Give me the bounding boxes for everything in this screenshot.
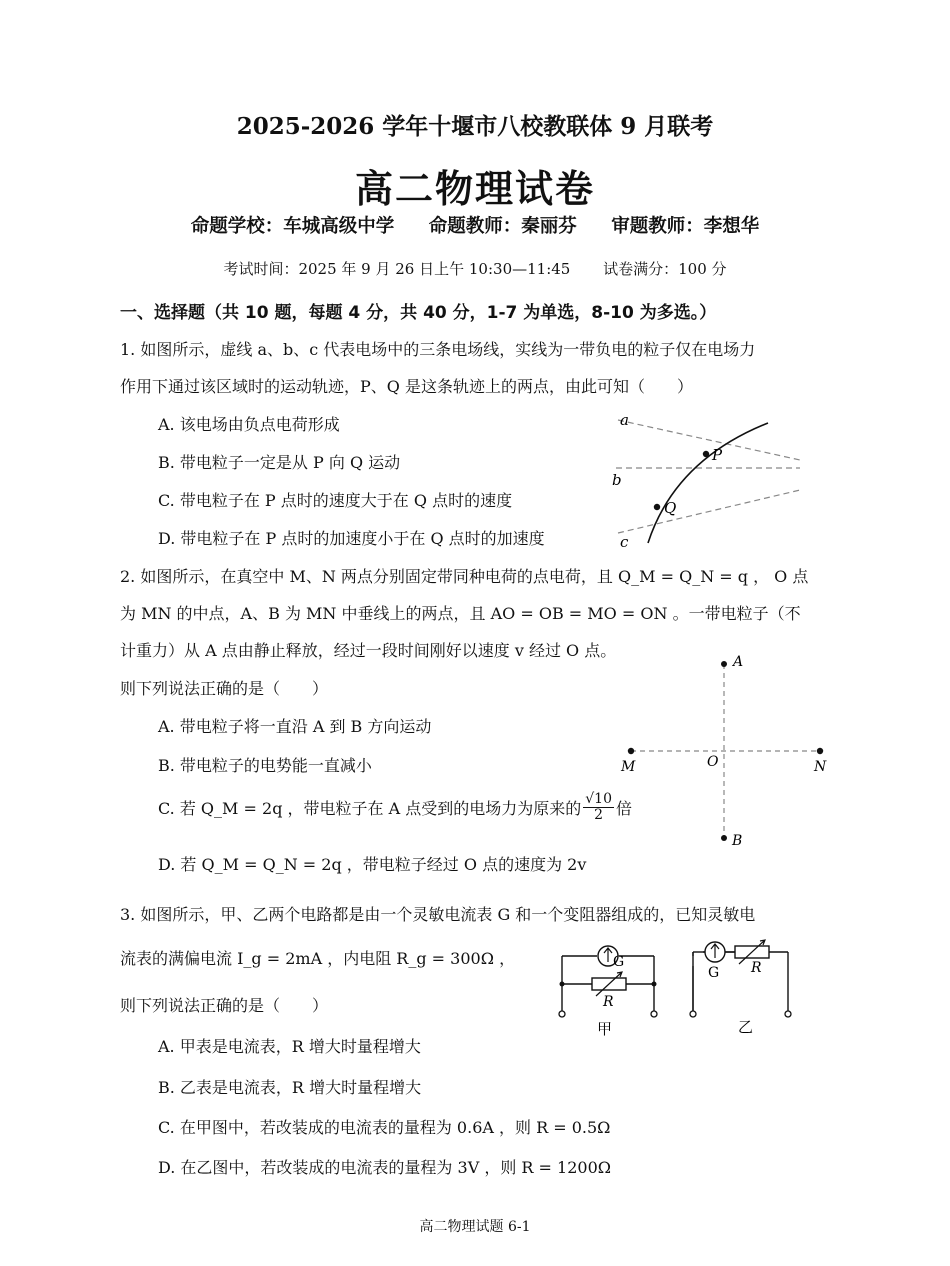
q3-line2: 流表的满偏电流 I_g = 2mA ，内电阻 R_g = 300Ω ，	[120, 949, 516, 968]
point-p-dot	[703, 451, 709, 457]
q3-line3: 则下列说法正确的是（ ）	[120, 996, 329, 1015]
q3-option-a: A. 甲表是电流表，R 增大时量程增大	[158, 1037, 421, 1056]
label-b: B	[732, 833, 743, 849]
terminal-icon	[559, 1011, 565, 1017]
exam-info	[0, 258, 950, 279]
q2-option-d: D. 若 Q_M = Q_N = 2q ，带电粒子经过 O 点的速度为 2v	[158, 855, 587, 874]
point-b-dot	[721, 835, 727, 841]
label-p: P	[712, 446, 723, 464]
label-a: a	[620, 411, 629, 429]
exam-title: 2025-2026 学年十堰市八校教联体 9 月联考	[236, 113, 714, 140]
circuit-yi	[690, 940, 791, 1036]
charge-n-dot	[817, 748, 823, 754]
q3-line1: 3. 如图所示，甲、乙两个电路都是由一个灵敏电流表 G 和一个变阻器组成的，已知灵敏电	[120, 905, 756, 924]
charge-m-dot	[628, 748, 634, 754]
q3-circuit-figure	[550, 932, 810, 1042]
point-q-dot	[654, 504, 660, 510]
label-r1: R	[603, 994, 614, 1010]
circuit-jia	[559, 946, 657, 1038]
label-yi: 乙	[738, 1018, 754, 1036]
label-q: Q	[664, 499, 677, 517]
q2-charges-figure	[610, 650, 840, 850]
label-m: M	[621, 759, 636, 775]
exam-score: 试卷满分：100 分	[603, 260, 727, 278]
field-line-c	[618, 490, 800, 533]
section-heading: 一、选择题（共 10 题，每题 4 分，共 40 分，1-7 为单选，8-10 为多选。）	[120, 303, 717, 323]
q1-option-a: A. 该电场由负点电荷形成	[158, 415, 340, 434]
q1-option-d: D. 带电粒子在 P 点时的加速度小于在 Q 点时的加速度	[158, 529, 545, 548]
q1-option-b: B. 带电粒子一定是从 P 向 Q 运动	[158, 453, 401, 472]
q2-line2: 为 MN 的中点，A、B 为 MN 中垂线上的两点，且 AO = OB = MO = ON 。一带电粒子（不	[120, 604, 801, 623]
subject-title: 高二物理试卷	[354, 166, 595, 211]
label-jia: 甲	[597, 1020, 613, 1038]
label-g1: G	[613, 954, 625, 970]
q1-option-c: C. 带电粒子在 P 点时的速度大于在 Q 点时的速度	[158, 491, 513, 510]
label-c: c	[620, 533, 629, 550]
q2-option-c-text: C. 若 Q_M = 2q ，带电粒子在 A 点受到的电场力为原来的	[158, 799, 582, 819]
label-o: O	[707, 754, 719, 770]
q2-line3: 计重力）从 A 点由静止释放，经过一段时间刚好以速度 v 经过 O 点。	[120, 641, 617, 660]
trajectory-curve	[648, 423, 768, 543]
label-b: b	[612, 471, 622, 489]
label-g2: G	[708, 965, 720, 981]
q2-line1: 2. 如图所示，在真空中 M、N 两点分别固定带同种电荷的点电荷，且 Q_M = Q_N = q ， O 点	[120, 567, 809, 586]
q2-option-b: B. 带电粒子的电势能一直减小	[158, 756, 372, 775]
terminal-icon	[690, 1011, 696, 1017]
label-r2: R	[751, 960, 762, 976]
author-line	[0, 212, 950, 238]
q3-option-c: C. 在甲图中，若改装成的电流表的量程为 0.6A ，则 R = 0.5Ω	[158, 1118, 611, 1137]
q2-option-a: A. 带电粒子将一直沿 A 到 B 方向运动	[158, 717, 432, 736]
q3-option-d: D. 在乙图中，若改装成的电流表的量程为 3V ，则 R = 1200Ω	[158, 1158, 612, 1177]
page-footer: 高二物理试题 6-1	[419, 1219, 531, 1235]
point-a-dot	[721, 661, 727, 667]
fraction-numerator: √10	[585, 791, 612, 807]
q1-line1: 1. 如图所示，虚线 a、b、c 代表电场中的三条电场线，实线为一带负电的粒子仅在电场力	[120, 340, 756, 359]
q2-option-c-suffix: 倍	[616, 799, 633, 819]
q1-field-figure	[600, 405, 820, 550]
author: 命题教师：秦丽芬	[428, 216, 577, 237]
label-n: N	[814, 759, 827, 775]
exam-time: 考试时间：2025 年 9 月 26 日上午 10:30—11:45	[223, 260, 571, 278]
q2-option-c	[158, 792, 632, 824]
label-a: A	[733, 654, 744, 670]
q3-option-b: B. 乙表是电流表，R 增大时量程增大	[158, 1078, 422, 1097]
school: 命题学校：车城高级中学	[190, 216, 395, 237]
q1-line2: 作用下通过该区域时的运动轨迹，P、Q 是这条轨迹上的两点，由此可知（ ）	[120, 377, 693, 396]
terminal-icon	[651, 1011, 657, 1017]
reviewer: 审题教师：李想华	[611, 216, 760, 237]
terminal-icon	[785, 1011, 791, 1017]
fraction-denominator: 2	[594, 807, 604, 824]
q2-line4: 则下列说法正确的是（ ）	[120, 679, 329, 698]
